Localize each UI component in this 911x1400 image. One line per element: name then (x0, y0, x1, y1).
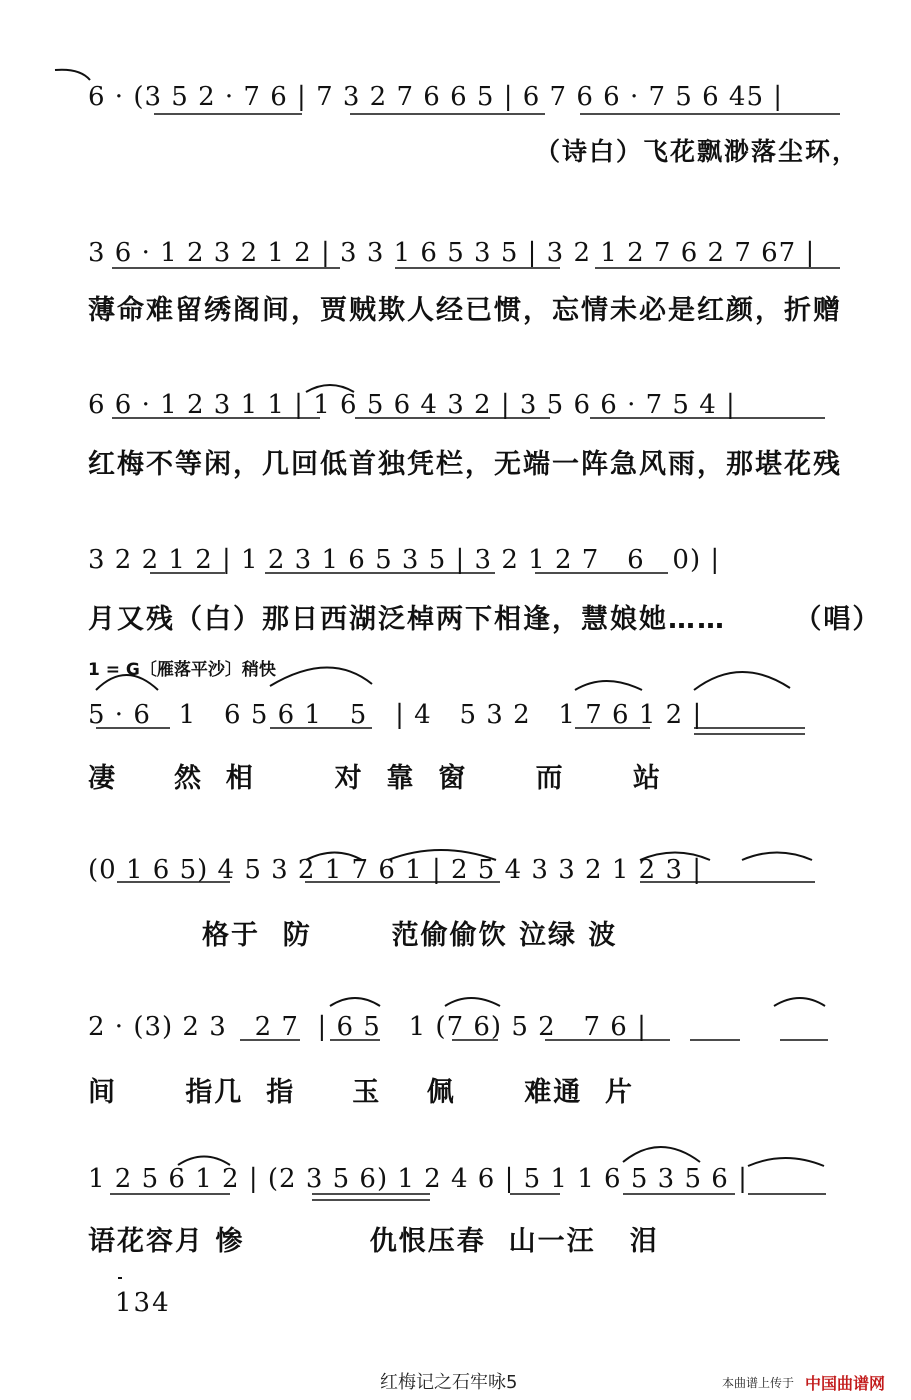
notes-row-3: 6 6 · 1 2 3 1 1 | 1 6 5 6 4 3 2 | 3 5 6 6 · 7 5 4 | (88, 390, 736, 420)
lyrics-row-5: 凄 然 相 对 靠 窗 而 站 (88, 763, 662, 794)
lyrics-row-3: 红梅不等闲，几回低首独凭栏，无端一阵急风雨，那堪花残 (88, 449, 842, 480)
notes-row-8: 1 2 5 6 1 2 | (2 3 5 6) 1 2 4 6 | 5 1 1 6 5 3 5 6 | (88, 1164, 748, 1194)
lyrics-row-7: 间 指几 指 玉 佩 难通 片 (88, 1077, 634, 1108)
notes-row-7: 2 · (3) 2 3 2 7 | 6 5 1 (7 6) 5 2 7 6 | (88, 1012, 647, 1042)
notes-row-1: 6 · (3 5 2 · 7 6 | 7 3 2 7 6 6 5 | 6 7 6 6 · 7 5 6 45 | (88, 82, 784, 112)
key-signature: 1 = G〔雁落平沙〕稍快 (88, 660, 276, 680)
notes-row-6: (0 1 6 5) 4 5 3 2 1 7 6 1 | 2 5 4 3 3 2 1 2 3 | (88, 855, 703, 885)
site-logo: 中国曲谱网 (805, 1374, 886, 1393)
footer-title: 红梅记之石牢咏5 (380, 1372, 518, 1393)
lyrics-row-2: 薄命难留绣阁间，贾贼欺人经已惯，忘情未必是红颜，折赠 (88, 295, 842, 326)
lyrics-row-8: 语花容月 惨 仇恨压春 山一汪 泪 (88, 1226, 659, 1257)
aside-row-1: （诗白）飞花飘渺落尘环， (535, 137, 860, 166)
page-number: 134 (115, 1288, 171, 1318)
notes-row-5: 5 · 6 1 6 5 6 1 5 | 4 5 3 2 1 7 6 1 2 | (88, 700, 703, 730)
lyrics-row-6: 格于 防 范偷偷饮 泣绿 波 (88, 920, 618, 951)
notes-row-2: 3 6 · 1 2 3 2 1 2 | 3 3 1 6 5 3 5 | 3 2 1 2 7 6 2 7 67 | (88, 238, 816, 268)
notes-row-4: 3 2 2 1 2 | 1 2 3 1 6 5 3 5 | 3 2 1 2 7 6 0) | (88, 545, 721, 575)
footer-note: 本曲谱上传于 (722, 1376, 795, 1390)
lyrics-row-4: 月又残（白）那日西湖泛棹两下相逢，慧娘她…… （唱） (88, 604, 882, 635)
